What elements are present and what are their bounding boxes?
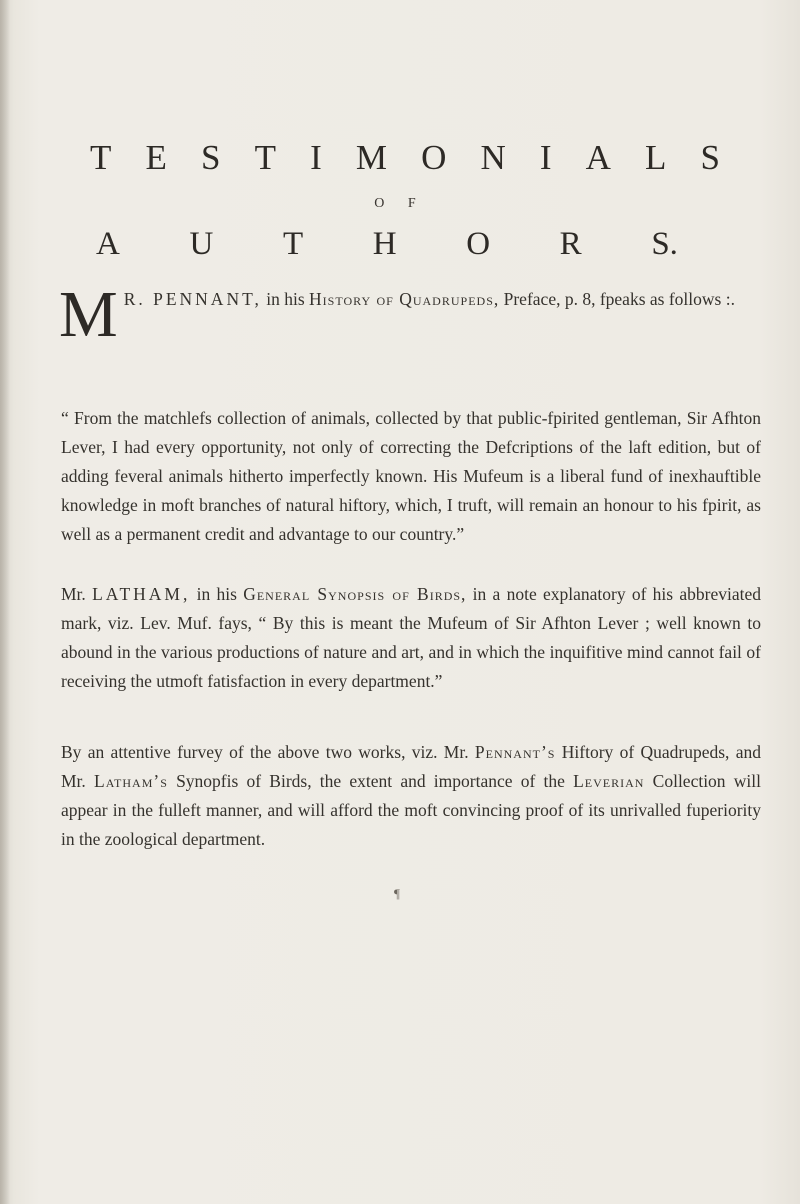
- paragraph-pennant-intro: [59, 278, 761, 351]
- author-name: LATHAM,: [92, 584, 191, 604]
- subtitle-letter: U: [189, 226, 214, 262]
- subtitle-letter: A: [96, 226, 120, 262]
- paragraph-text: Collection will appear in the fulleft manner, and will afford the moft convincing proof of its unrivalled fuperiority in the zoological department.: [61, 771, 761, 849]
- printer-mark: ¶: [394, 886, 400, 901]
- paragraph-text: By an attentive furvey of the above two works, viz. Mr.: [61, 742, 475, 762]
- paragraph-latham: [61, 580, 761, 696]
- title-letter: L: [645, 138, 667, 177]
- paragraph-text: Preface, p. 8, fpeaks as follows :.: [499, 289, 735, 309]
- binding-shadow: [0, 0, 10, 1204]
- title-of: O F: [374, 196, 426, 211]
- subtitle-letter: R: [559, 226, 582, 262]
- title-letter: T: [254, 138, 276, 177]
- paragraph-text: in a note explanatory of his abbreviated mark, viz. Lev. Muf. fays, “ By this is meant the Mufeum of Sir Afhton Lever ; well known to abound in the various productions of nature and art, and in which the inquifitive mind cannot fail of receiving the utmoft fatisfaction in every department.”: [61, 584, 761, 691]
- collection-name: Leverian: [573, 771, 645, 791]
- title-letter: A: [585, 138, 611, 177]
- paragraph-text: Hiftory of Quadrupeds, and Mr.: [61, 742, 761, 791]
- paragraph-text: Synopfis of Birds, the extent and importance of the: [167, 771, 574, 791]
- subtitle-letter: H: [372, 226, 397, 262]
- title-letter: M: [355, 138, 387, 177]
- author-name: Pennant’s: [474, 742, 556, 762]
- title-letter: S: [700, 138, 720, 177]
- paragraph-text: “ From the matchlefs collection of animals, collected by that public-fpirited gentleman, Sir Afhton Lever, I had every opportunity, not only of correcting the Defcriptions of the laft edition, but of adding feveral animals hitherto imperfectly known. His Mufeum is a liberal fund of inexhauftible knowledge in moft branches of natural hiftory, which, I truft, will remain an honour to his fpirit, as well as a permanent credit and advantage to our country.”: [61, 408, 761, 544]
- title-letter: I: [539, 138, 552, 177]
- author-name: R. PENNANT,: [123, 289, 262, 309]
- author-name: Latham’s: [94, 771, 168, 791]
- paragraph-text: in his: [190, 584, 244, 604]
- paragraph-text: in his: [261, 289, 310, 309]
- subtitle-letter: S.: [651, 226, 678, 262]
- book-title: General Synopsis of Birds,: [243, 584, 467, 604]
- book-title: History of Quadrupeds,: [309, 289, 500, 309]
- title-letter: E: [145, 138, 167, 177]
- subtitle-letter: T: [282, 226, 304, 262]
- drop-cap: M: [59, 278, 118, 351]
- title-letter: S: [201, 138, 221, 177]
- title-letter: T: [90, 138, 112, 177]
- title-letter: N: [480, 138, 506, 177]
- paragraph-pennant-quote: [61, 404, 761, 549]
- paragraph-conclusion: [61, 738, 761, 854]
- subtitle-letter: O: [466, 226, 491, 262]
- title-letter: I: [310, 138, 322, 177]
- page-subtitle: [96, 226, 678, 263]
- page-title: [90, 138, 720, 178]
- title-letter: O: [421, 138, 447, 177]
- paragraph-text: Mr.: [61, 584, 93, 604]
